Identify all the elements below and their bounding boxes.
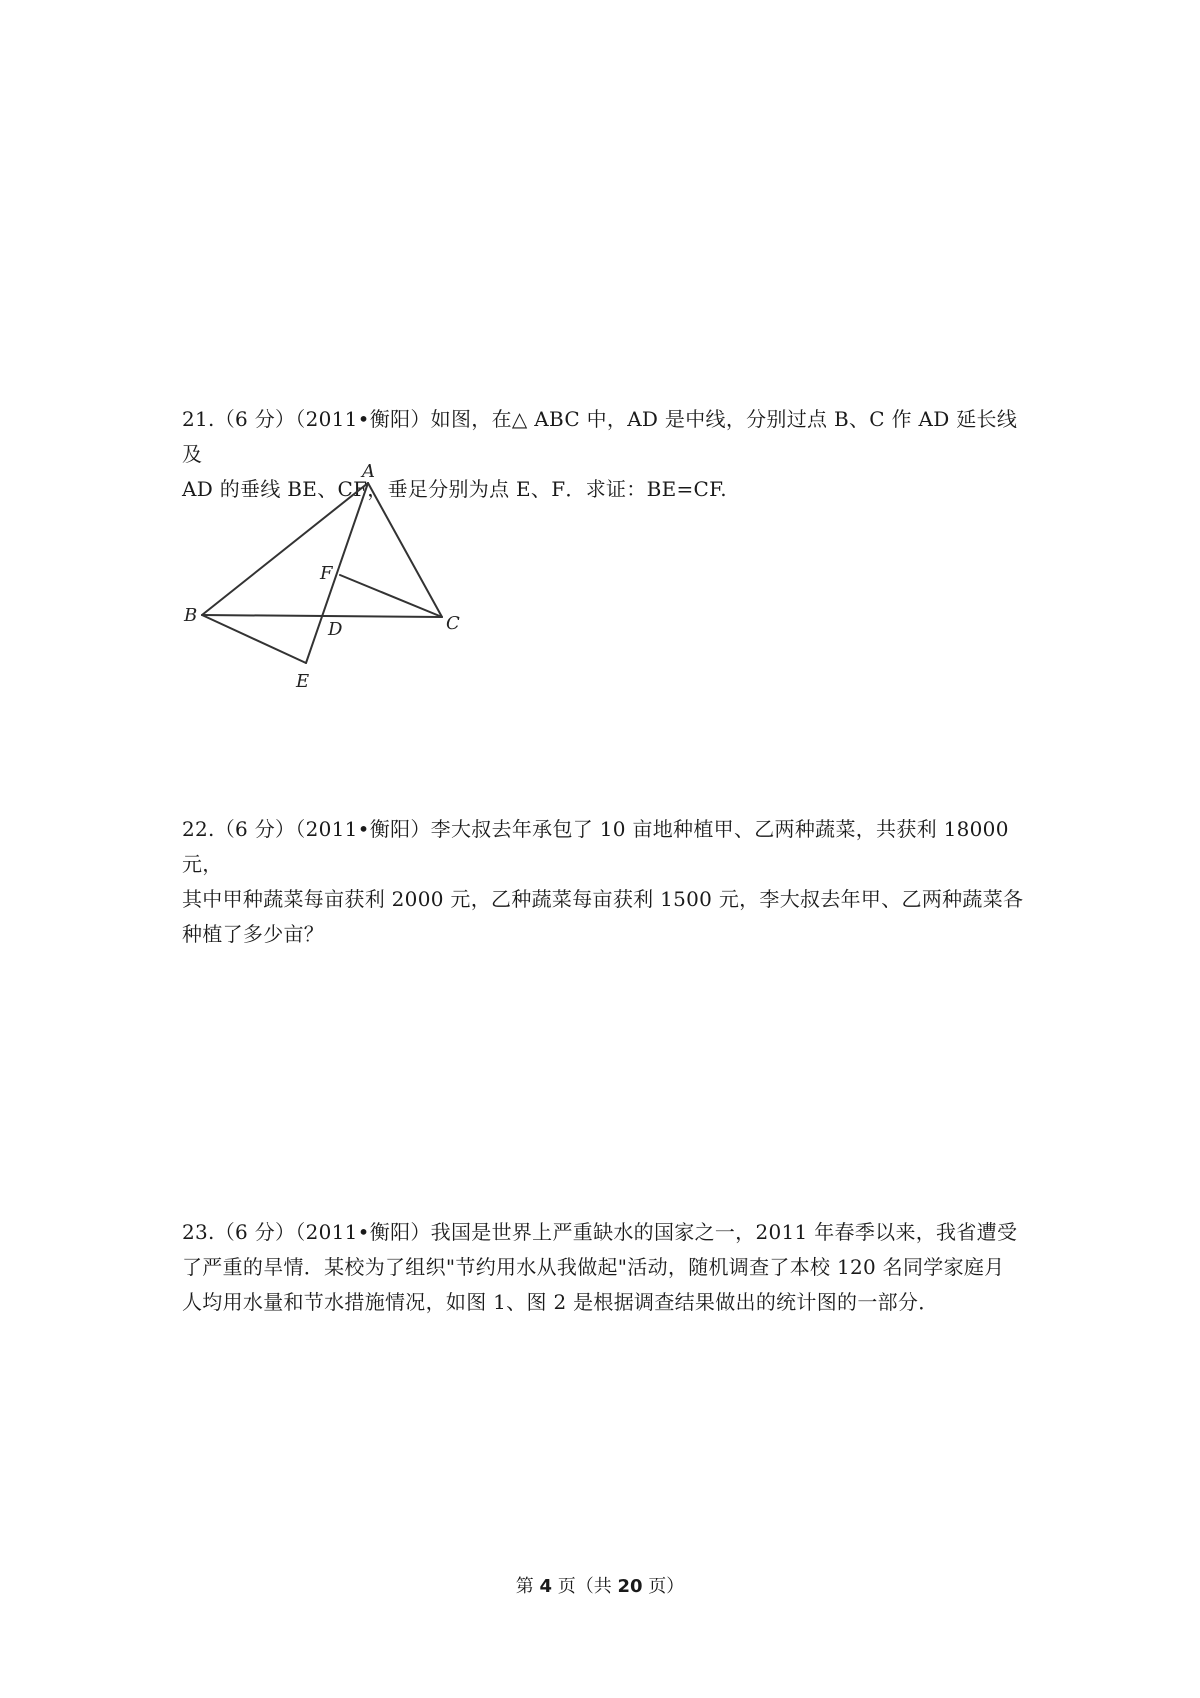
label-D: D xyxy=(328,619,343,640)
page-footer xyxy=(0,1572,1200,1598)
footer-total-pages: 20 xyxy=(617,1576,643,1597)
segment-AC xyxy=(368,483,442,617)
segment-CF xyxy=(340,575,442,617)
question-22-line-3: 种植了多少亩？ xyxy=(182,922,325,946)
question-23-line-1: 23.（6 分）（2011•衡阳）我国是世界上严重缺水的国家之一，2011 年春季以来，我省遭受 xyxy=(182,1220,1018,1244)
question-21-line-1: 21.（6 分）（2011•衡阳）如图，在△ ABC 中，AD 是中线，分别过点 B、C 作 AD 延长线及 xyxy=(182,407,1018,466)
footer-suffix: 页） xyxy=(642,1576,685,1597)
label-B: B xyxy=(184,605,198,626)
footer-current-page: 4 xyxy=(539,1576,552,1597)
label-C: C xyxy=(446,613,460,634)
footer-middle: 页（共 xyxy=(552,1576,618,1597)
question-23 xyxy=(182,1215,1032,1320)
triangle-figure xyxy=(170,455,470,695)
segment-AB xyxy=(202,483,368,615)
question-23-line-2: 了严重的旱情．某校为了组织"节约用水从我做起"活动，随机调查了本校 120 名同学家庭月 xyxy=(182,1255,1005,1279)
label-E: E xyxy=(296,671,310,692)
label-F: F xyxy=(320,563,333,584)
footer-prefix: 第 xyxy=(515,1576,540,1597)
segment-BE xyxy=(202,615,306,663)
label-A: A xyxy=(362,461,375,482)
question-22 xyxy=(182,812,1032,952)
question-23-line-3: 人均用水量和节水措施情况，如图 1、图 2 是根据调查结果做出的统计图的一部分． xyxy=(182,1290,939,1314)
question-22-line-2: 其中甲种蔬菜每亩获利 2000 元，乙种蔬菜每亩获利 1500 元，李大叔去年甲、乙两种蔬菜各 xyxy=(182,887,1024,911)
question-22-line-1: 22.（6 分）（2011•衡阳）李大叔去年承包了 10 亩地种植甲、乙两种蔬菜，共获利 18000 元， xyxy=(182,817,1009,876)
question-21-line-2: AD 的垂线 BE、CF，垂足分别为点 E、F．求证：BE=CF. xyxy=(182,477,727,501)
